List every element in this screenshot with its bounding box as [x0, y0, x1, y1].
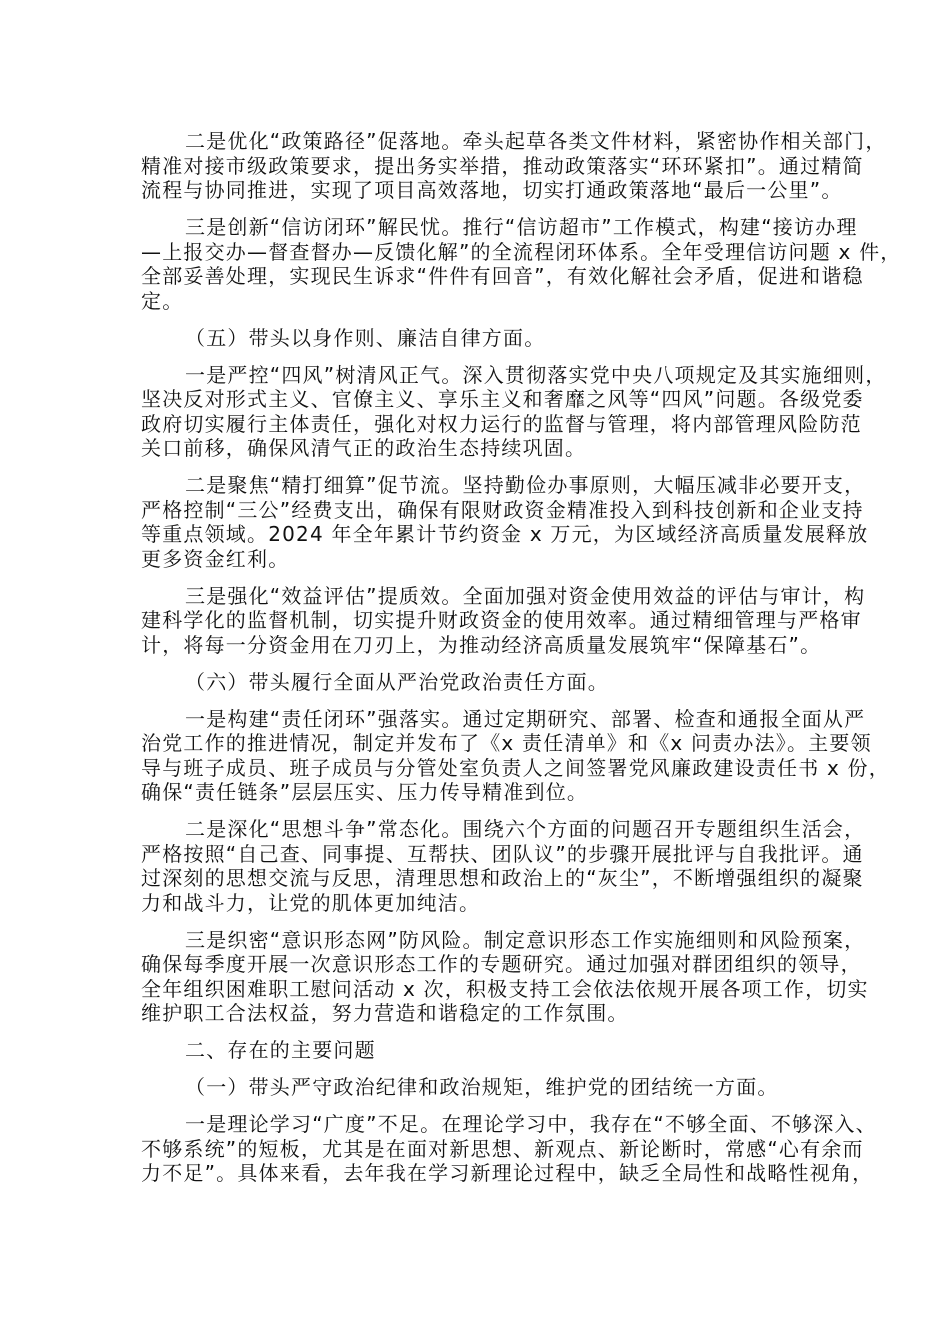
section-heading: [141, 1038, 823, 1063]
text-line: —上报交办—督查督办—反馈化解”的全流程闭环体系。全年受理信访问题 x 件，: [141, 239, 902, 264]
text-line: 二是优化“政策路径”促落地。牵头起草各类文件材料，紧密协作相关部门，: [185, 129, 887, 153]
text-line: 二、存在的主要问题: [185, 1038, 376, 1062]
text-line: 建科学化的监督机制，切实提升财政资金的使用效率。通过精细管理与严格审: [141, 608, 862, 632]
document-body: [141, 129, 902, 1198]
text-line: 一是理论学习“广度”不足。在理论学习中，我存在“不够全面、不够深入、: [185, 1112, 877, 1136]
text-line: 全部妥善处理，实现民生诉求“件件有回音”，有效化解社会矛盾，促进和谐稳: [141, 264, 864, 288]
text-line: 更多资金红利。: [141, 546, 290, 571]
text-line: 精准对接市级政策要求，提出务实举措，推动政策落实“环环紧扣”。通过精简: [141, 153, 864, 178]
text-line: 三是强化“效益评估”提质效。全面加强对资金使用效益的评估与审计，构: [185, 583, 866, 608]
text-line: 流程与协同推进，实现了项目高效落地，切实打通政策落地“最后一公里”。: [141, 178, 843, 202]
text-line: 维护职工合法权益，努力营造和谐稳定的工作氛围。: [141, 1001, 629, 1025]
text-line: 不够系统”的短板，尤其是在面对新思想、新观点、新论断时，常感“心有余而: [141, 1136, 864, 1161]
text-line: 治党工作的推进情况，制定并发布了《x 责任清单》和《x 问责办法》。主要领: [141, 731, 872, 755]
text-line: 坚决反对形式主义、官僚主义、享乐主义和奢靡之风等“四风”问题。各级党委: [141, 387, 864, 411]
text-line: 严格按照“自己查、同事提、互帮扶、团队议”的步骤开展批评与自我批评。通: [141, 841, 864, 866]
section-heading: [141, 1075, 823, 1100]
text-line: 等重点领域。2024 年全年累计节约资金 x 万元，为区域经济高质量发展释放: [141, 522, 869, 546]
text-line: 力不足”。具体来看，去年我在学习新理论过程中，缺乏全局性和战略性视角，: [141, 1161, 874, 1185]
text-line: （五）带头以身作则、廉洁自律方面。: [185, 325, 546, 350]
paragraph: [141, 927, 869, 1026]
paragraph: [141, 583, 866, 658]
text-line: 二是深化“思想斗争”常态化。围绕六个方面的问题召开专题组织生活会，: [185, 817, 866, 841]
text-line: 全年组织困难职工慰问活动 x 次，积极支持工会依法依规开展各项工作，切实: [141, 976, 869, 1001]
paragraph: [141, 817, 866, 915]
text-line: 三是织密“意识形态网”防风险。制定意识形态工作实施细则和风险预案，: [185, 927, 866, 952]
paragraph: [141, 473, 869, 571]
text-line: 确保“责任链条”层层压实、压力传导精准到位。: [141, 780, 589, 804]
text-line: 二是聚焦“精打细算”促节流。坚持勤俭办事原则，大幅压减非必要开支，: [185, 473, 866, 497]
text-line: 一是构建“责任闭环”强落实。通过定期研究、部署、检查和通报全面从严: [185, 706, 866, 731]
text-line: （六）带头履行全面从严治党政治责任方面。: [185, 669, 609, 694]
text-line: 政府切实履行主体责任，强化对权力运行的监督与管理，将内部管理风险防范: [141, 411, 862, 436]
text-line: 过深刻的思想交流与反思，清理思想和政治上的“灰尘”，不断增强组织的凝聚: [141, 866, 864, 890]
text-line: 严格控制“三公”经费支出，确保有限财政资金精准投入到科技创新和企业支持: [141, 497, 864, 522]
section-heading: [141, 326, 823, 351]
text-line: 关口前移，确保风清气正的政治生态持续巩固。: [141, 436, 587, 460]
text-line: 导与班子成员、班子成员与分管处室负责人之间签署党风廉政建设责任书 x 份，: [141, 755, 890, 780]
paragraph: [141, 706, 890, 805]
paragraph: [141, 215, 902, 313]
text-line: （一）带头严守政治纪律和政治规矩，维护党的团结统一方面。: [185, 1075, 779, 1099]
text-line: 定。: [141, 288, 184, 313]
text-line: 计，将每一分资金用在刀刃上，为推动经济高质量发展筑牢“保障基石”。: [141, 632, 822, 657]
text-line: 三是创新“信访闭环”解民忧。推行“信访超市”工作模式，构建“接访办理: [185, 215, 858, 239]
paragraph: [141, 362, 887, 461]
paragraph: [141, 1112, 877, 1186]
text-line: 一是严控“四风”树清风正气。深入贯彻落实党中央八项规定及其实施细则，: [185, 362, 887, 387]
text-line: 确保每季度开展一次意识形态工作的专题研究。通过加强对群团组织的领导，: [141, 952, 862, 976]
text-line: 力和战斗力，让党的肌体更加纯洁。: [141, 890, 481, 915]
paragraph: [141, 129, 887, 203]
section-heading: [141, 670, 823, 695]
